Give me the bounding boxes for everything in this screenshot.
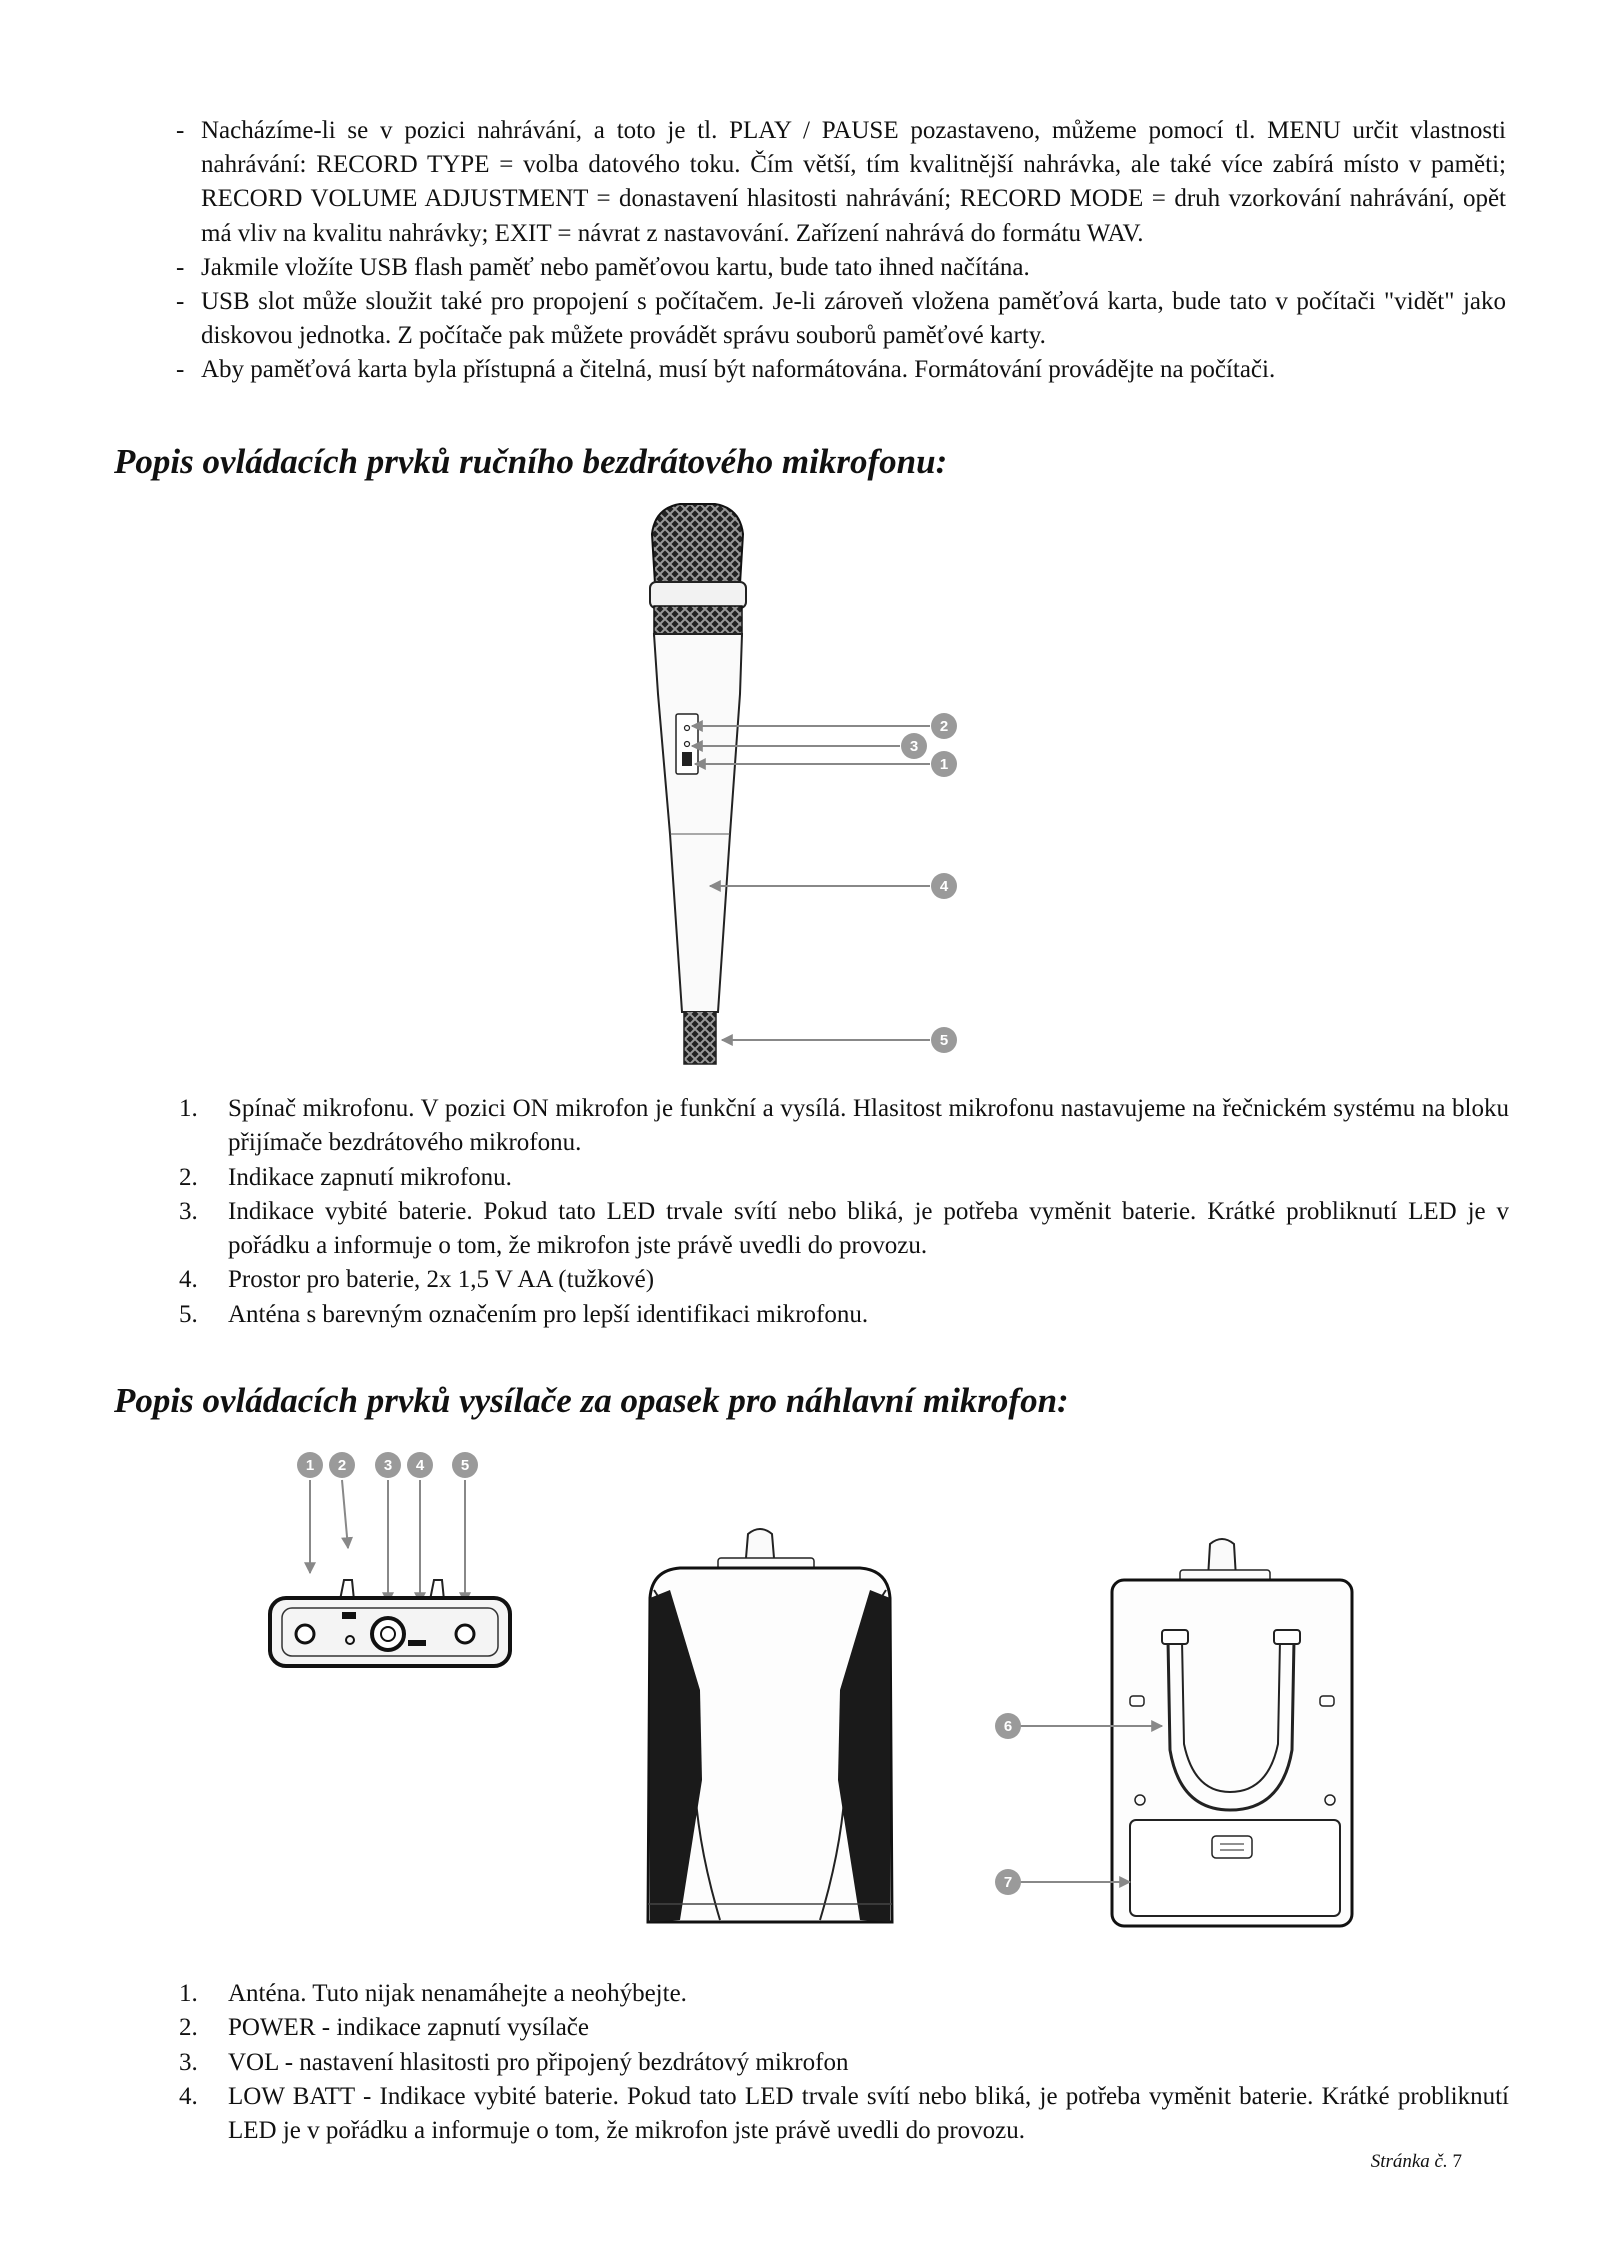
list-item: 2. POWER - indikace zapnutí vysílače (179, 2014, 589, 2042)
bodypack-back-view-diagram (990, 1530, 1370, 1950)
list-item: 5. Anténa s barevným označením pro lepší identifikaci mikrofonu. (179, 1300, 869, 1328)
svg-text:2: 2 (337, 1457, 347, 1474)
bullet-item: - Nacházíme-li se v pozici nahrávání, a toto je tl. PLAY / PAUSE pozastaveno, můžeme pomocí tl. MENU určit vlastnosti nahrávání: RECORD TYPE = volba datového toku. Čím větší, tím kvalitnější nahrávka, ale také více zabírá místo v paměti; RECORD VOLUME ADJUSTMENT = donastavení hlasitosti nahrávání; RECORD MODE = druh vzorkování nahrávání, opět má vliv na kvalitu nahrávky; EXIT = návrat z nastavování. Zařízení nahrává do formátu WAV. (176, 117, 1506, 247)
handheld-items-list (179, 1092, 1509, 1332)
page-footer (1371, 2151, 1462, 2173)
bodypack-heading: Popis ovládacích prvků vysílače za opasek pro náhlavní mikrofon: (114, 1381, 1069, 1420)
page-number: 7 (1452, 2151, 1462, 2172)
handheld-mic-heading: Popis ovládacích prvků ručního bezdrátového mikrofonu: (114, 442, 948, 481)
list-item: 4. LOW BATT - Indikace vybité baterie. Pokud tato LED trvale svítí nebo bliká, je potřeba vyměnit baterie. Krátké probliknutí LED je v pořádku a informuje o tom, že mikrofon jste právě uvedli do provozu. (179, 2082, 1509, 2145)
bodypack-top-view-diagram (260, 1440, 560, 1700)
page-label: Stránka č. (1370, 2151, 1448, 2172)
svg-text:5: 5 (939, 1032, 949, 1049)
svg-text:5: 5 (460, 1457, 470, 1474)
bullet-text: Jakmile vložíte USB flash paměť nebo paměťovou kartu, bude tato ihned načítána. (201, 253, 1030, 281)
bullet-text: USB slot může sloužit také pro propojení s počítačem. Je-li zároveň vložena paměťová karta, bude tato v počítači "vidět" jako diskovou jednotka. Z počítače pak můžete provádět správu souborů paměťové karty. (201, 288, 1506, 350)
callout-badge (995, 1713, 1021, 1895)
list-item: 4. Prostor pro baterie, 2x 1,5 V AA (tužkové) (179, 1266, 655, 1294)
bodypack-items-list (179, 1977, 1509, 2148)
svg-text:4: 4 (415, 1457, 425, 1474)
bullet-text: Aby paměťová karta byla přístupná a čitelná, musí být naformátována. Formátování provádějte na počítači. (201, 356, 1276, 384)
list-item: 1. Spínač mikrofonu. V pozici ON mikrofon je funkční a vysílá. Hlasitost mikrofonu nastavujeme na řečnickém systému na bloku přijímače bezdrátového mikrofonu. (179, 1095, 1509, 1157)
intro-bullet-list (176, 114, 1506, 388)
mic-body (654, 634, 742, 1012)
battery-door (1130, 1820, 1340, 1916)
bullet-item: - USB slot může sloužit také pro propojení s počítačem. Je-li zároveň vložena paměťová karta, bude tato v počítači "vidět" jako diskovou jednotka. Z počítače pak můžete provádět správu souborů paměťové karty. (176, 288, 1506, 350)
mic-grille (652, 504, 743, 584)
handheld-microphone-diagram (600, 494, 1020, 1074)
svg-text:3: 3 (383, 1457, 393, 1474)
svg-text:1: 1 (305, 1457, 315, 1474)
svg-text:3: 3 (909, 738, 919, 755)
svg-text:4: 4 (939, 878, 949, 895)
svg-text:6: 6 (1003, 1718, 1013, 1735)
list-item: 3. Indikace vybité baterie. Pokud tato LED trvale svítí nebo bliká, je potřeba vyměnit baterie. Krátké probliknutí LED je v pořádku a informuje o tom, že mikrofon jste právě uvedli do provozu. (179, 1197, 1509, 1260)
mic-ring (650, 582, 746, 608)
list-item: 3. VOL - nastavení hlasitosti pro připojený bezdrátový mikrofon (179, 2048, 849, 2076)
bullet-text: Nacházíme-li se v pozici nahrávání, a toto je tl. PLAY / PAUSE pozastaveno, můžeme pomocí tl. MENU určit vlastnosti nahrávání: RECORD TYPE = volba datového toku. Čím větší, tím kvalitnější nahrávka, ale také více zabírá místo v paměti; RECORD VOLUME ADJUSTMENT = donastavení hlasitosti nahrávání; RECORD MODE = druh vzorkování nahrávání, opět má vliv na kvalitu nahrávky; EXIT = návrat z nastavování. Zařízení nahrává do formátu WAV. (201, 117, 1506, 247)
svg-text:2: 2 (939, 718, 949, 735)
mic-antenna (684, 1012, 716, 1064)
bullet-item: - Jakmile vložíte USB flash paměť nebo paměťovou kartu, bude tato ihned načítána. (176, 253, 1030, 281)
svg-text:1: 1 (939, 756, 949, 773)
bullet-item: - Aby paměťová karta byla přístupná a čitelná, musí být naformátována. Formátování provádějte na počítači. (176, 356, 1276, 384)
bodypack-front-view-diagram (640, 1520, 900, 1940)
list-item: 2. Indikace zapnutí mikrofonu. (179, 1163, 512, 1191)
list-item: 1. Anténa. Tuto nijak nenamáhejte a neohýbejte. (179, 1980, 687, 2007)
svg-text:7: 7 (1003, 1874, 1013, 1891)
callout-badge (297, 1452, 478, 1478)
